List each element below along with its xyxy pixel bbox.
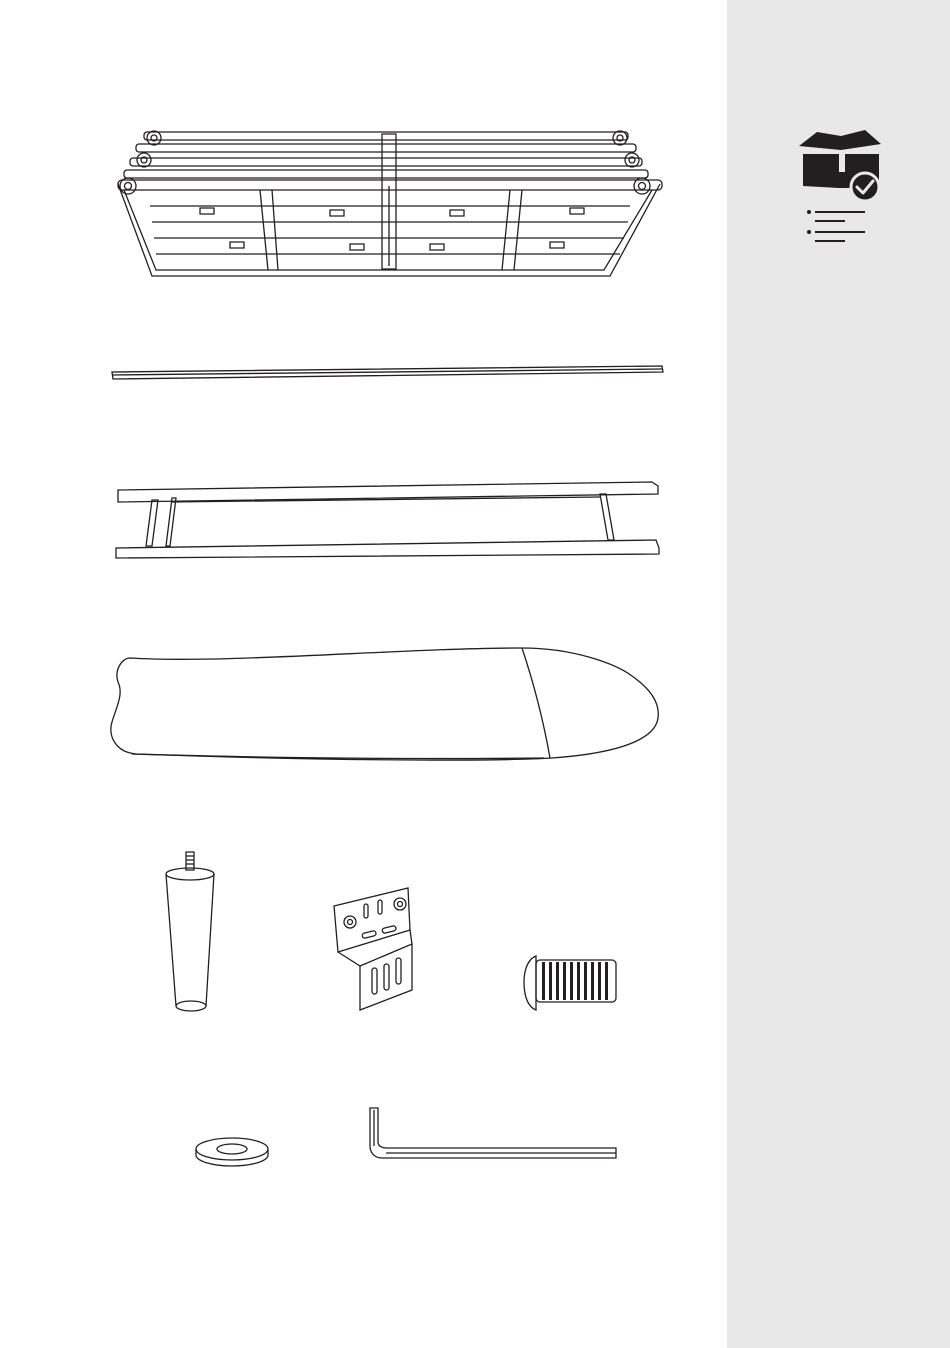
fabric-cover-icon xyxy=(104,644,664,766)
ladder-frame-icon xyxy=(112,478,662,562)
bolt-icon xyxy=(522,950,622,1016)
long-rod-icon xyxy=(108,362,666,384)
mounting-bracket-icon xyxy=(330,886,414,1014)
washer-icon xyxy=(192,1134,272,1170)
package-contents-checklist-icon xyxy=(795,124,887,248)
folded-bed-frame-icon xyxy=(110,126,670,282)
sidebar xyxy=(727,0,950,1348)
allen-key-icon xyxy=(366,1104,618,1162)
tapered-leg-icon xyxy=(160,848,226,1014)
